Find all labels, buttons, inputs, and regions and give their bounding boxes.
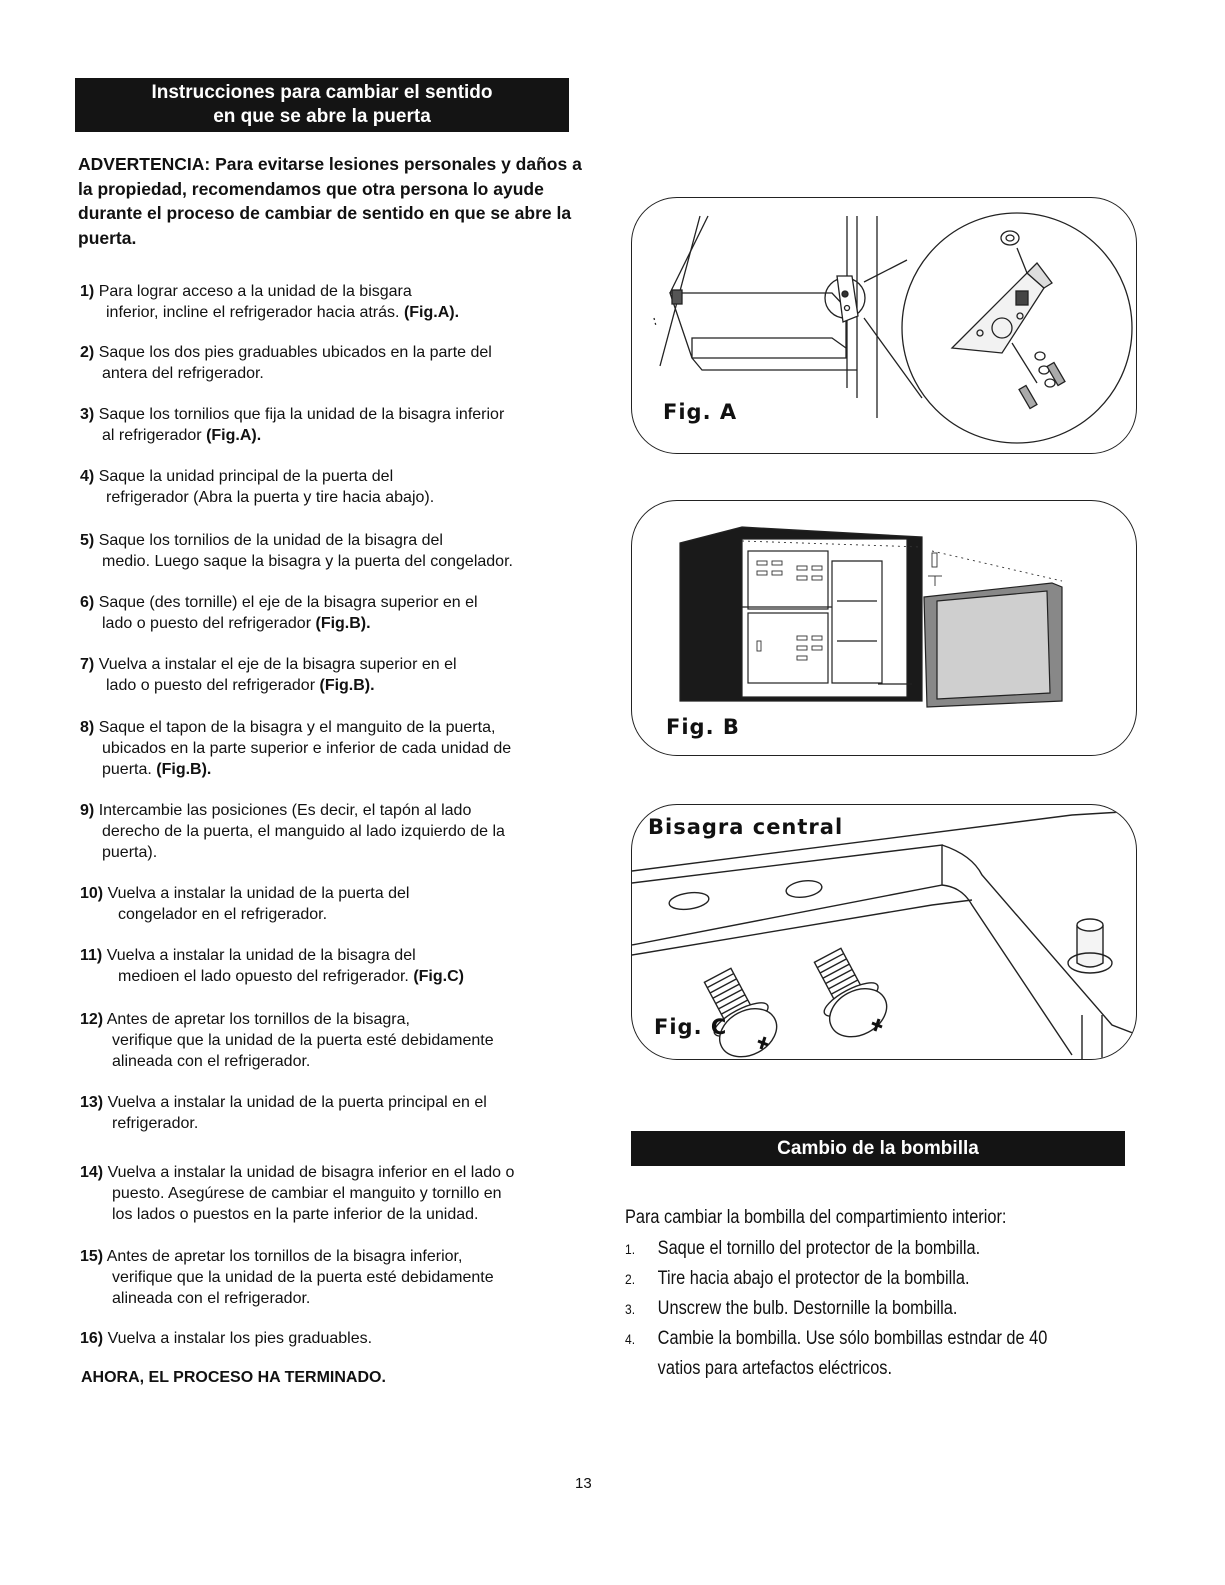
step-number: 8) (80, 719, 95, 736)
step-1 (80, 281, 610, 323)
figure-reference: (Fig.A). (206, 427, 262, 444)
step-text: antera del refrigerador. (102, 365, 264, 382)
step-7 (80, 654, 610, 696)
step-text: alineada con el refrigerador. (112, 1053, 311, 1070)
step-text: puesto. Asegúrese de cambiar el manguito y tornillo en (112, 1185, 502, 1202)
step-14 (80, 1162, 610, 1225)
bulb-step-number: 1. (625, 1241, 636, 1257)
step-number: 10) (80, 885, 104, 902)
step-text: puerta. (102, 761, 152, 778)
bulb-step-text: vatios para artefactos eléctricos. (657, 1358, 893, 1379)
step-text: inferior, incline el refrigerador hacia atrás. (106, 304, 400, 321)
step-text: puerta). (102, 844, 158, 861)
step-11 (80, 945, 610, 987)
figure-c-title: Bisagra central (648, 815, 844, 839)
bulb-step-3 (625, 1294, 1107, 1324)
section-title-line-1: Instrucciones para cambiar el sentido (151, 82, 493, 103)
step-number: 6) (80, 594, 95, 611)
figure-reference: (Fig.A). (403, 304, 460, 321)
step-12 (80, 1009, 610, 1072)
bulb-step-text: Cambie la bombilla. Use sólo bombillas estndar de 40 (657, 1328, 1048, 1349)
step-text: Vuelva a instalar el eje de la bisagra superior en el (98, 656, 457, 673)
step-text: medio. Luego saque la bisagra y la puerta del congelador. (102, 553, 513, 570)
figure-c (631, 804, 1137, 1060)
bulb-step-text: Unscrew the bulb. Destornille la bombilla. (657, 1298, 958, 1319)
figure-reference: (Fig.B). (319, 677, 375, 694)
completion-note: AHORA, EL PROCESO HA TERMINADO. (81, 1369, 386, 1386)
step-text: Antes de apretar los tornillos de la bisagra inferior, (106, 1248, 463, 1265)
step-text: Vuelva a instalar la unidad de bisagra inferior en el lado o (107, 1164, 515, 1181)
step-text: ubicados en la parte superior e inferior de cada unidad de (102, 740, 512, 757)
figure-a (631, 197, 1137, 454)
step-number: 5) (80, 532, 95, 549)
step-13 (80, 1092, 610, 1134)
step-text: congelador en el refrigerador. (118, 906, 328, 923)
step-text: lado o puesto del refrigerador (106, 677, 316, 694)
figure-reference: (Fig.B). (315, 615, 371, 632)
step-number: 11) (80, 947, 103, 964)
step-15 (80, 1246, 610, 1309)
bulb-intro-text: Para cambiar la bombilla del compartimiento interior: (625, 1207, 1007, 1228)
step-6 (80, 592, 610, 634)
step-3 (80, 404, 610, 446)
figure-reference: (Fig.C) (413, 968, 464, 985)
step-text: Antes de apretar los tornillos de la bisagra, (106, 1011, 410, 1028)
step-text: los lados o puestos en la parte inferior de la unidad. (112, 1206, 479, 1223)
step-text: Saque la unidad principal de la puerta del (98, 468, 394, 485)
step-text: Saque el tapon de la bisagra y el manguito de la puerta, (98, 719, 496, 736)
bulb-step-number: 3. (625, 1301, 636, 1317)
section-title-line-2: en que se abre la puerta (213, 106, 431, 127)
section-title-banner (75, 78, 569, 132)
step-number: 12) (80, 1011, 104, 1028)
bulb-step-text: Tire hacia abajo el protector de la bombilla. (657, 1268, 970, 1289)
step-text: Intercambie las posiciones (Es decir, el tapón al lado (98, 802, 472, 819)
step-text: refrigerador. (112, 1115, 199, 1132)
step-text: Saque los dos pies graduables ubicados en la parte del (98, 344, 492, 361)
bulb-step-4 (625, 1324, 1107, 1384)
step-text: Vuelva a instalar la unidad de la puerta del (107, 885, 410, 902)
step-text: Saque (des tornille) el eje de la bisagra superior en el (98, 594, 478, 611)
figure-b (631, 500, 1137, 756)
step-10 (80, 883, 610, 925)
step-number: 2) (80, 344, 95, 361)
step-text: al refrigerador (102, 427, 202, 444)
step-text: alineada con el refrigerador. (112, 1290, 311, 1307)
bulb-step-number: 4. (625, 1331, 636, 1347)
step-number: 16) (80, 1330, 104, 1347)
step-text: Vuelva a instalar la unidad de la puerta principal en el (107, 1094, 487, 1111)
figure-c-label: Fig. C (654, 1015, 728, 1039)
page-number: 13 (575, 1475, 592, 1492)
bulb-step-1 (625, 1234, 1107, 1264)
step-text: verifique que la unidad de la puerta esté debidamente (112, 1269, 494, 1286)
step-text: medioen el lado opuesto del refrigerador. (118, 968, 409, 985)
step-text: derecho de la puerta, el manguido al lado izquierdo de la (102, 823, 505, 840)
step-16 (80, 1328, 610, 1349)
step-text: Para lograr acceso a la unidad de la bisgara (98, 283, 412, 300)
step-number: 7) (80, 656, 95, 673)
step-number: 9) (80, 802, 95, 819)
step-2 (80, 342, 610, 384)
step-text: verifique que la unidad de la puerta esté debidamente (112, 1032, 494, 1049)
bulb-step-text: Saque el tornillo del protector de la bombilla. (657, 1238, 981, 1259)
figure-b-label: Fig. B (666, 715, 740, 739)
step-text: refrigerador (Abra la puerta y tire hacia abajo). (106, 489, 435, 506)
step-number: 15) (80, 1248, 104, 1265)
step-text: Vuelva a instalar la unidad de la bisagra del (106, 947, 416, 964)
step-5 (80, 530, 610, 572)
bulb-step-2 (625, 1264, 1107, 1294)
bulb-section-title-banner (631, 1131, 1125, 1166)
step-number: 4) (80, 468, 95, 485)
step-text: Saque los tornilios de la unidad de la bisagra del (98, 532, 443, 549)
figure-reference: (Fig.B). (156, 761, 212, 778)
step-text: Vuelva a instalar los pies graduables. (107, 1330, 373, 1347)
step-number: 1) (80, 283, 95, 300)
bulb-section-title: Cambio de la bombilla (777, 1138, 979, 1159)
step-text: lado o puesto del refrigerador (102, 615, 312, 632)
bulb-step-number: 2. (625, 1271, 636, 1287)
step-number: 13) (80, 1094, 104, 1111)
warning-paragraph: ADVERTENCIA: Para evitarse lesiones personales y daños a la propiedad, recomendamos que otra persona lo ayude durante el proceso de cambiar de sentido en que se abre la puerta. (78, 154, 582, 248)
step-text: Saque los tornilios que fija la unidad de la bisagra inferior (98, 406, 505, 423)
figure-a-label: Fig. A (663, 400, 738, 424)
step-4 (80, 466, 610, 508)
step-number: 14) (80, 1164, 104, 1181)
step-number: 3) (80, 406, 95, 423)
step-8 (80, 717, 610, 780)
step-9 (80, 800, 610, 863)
